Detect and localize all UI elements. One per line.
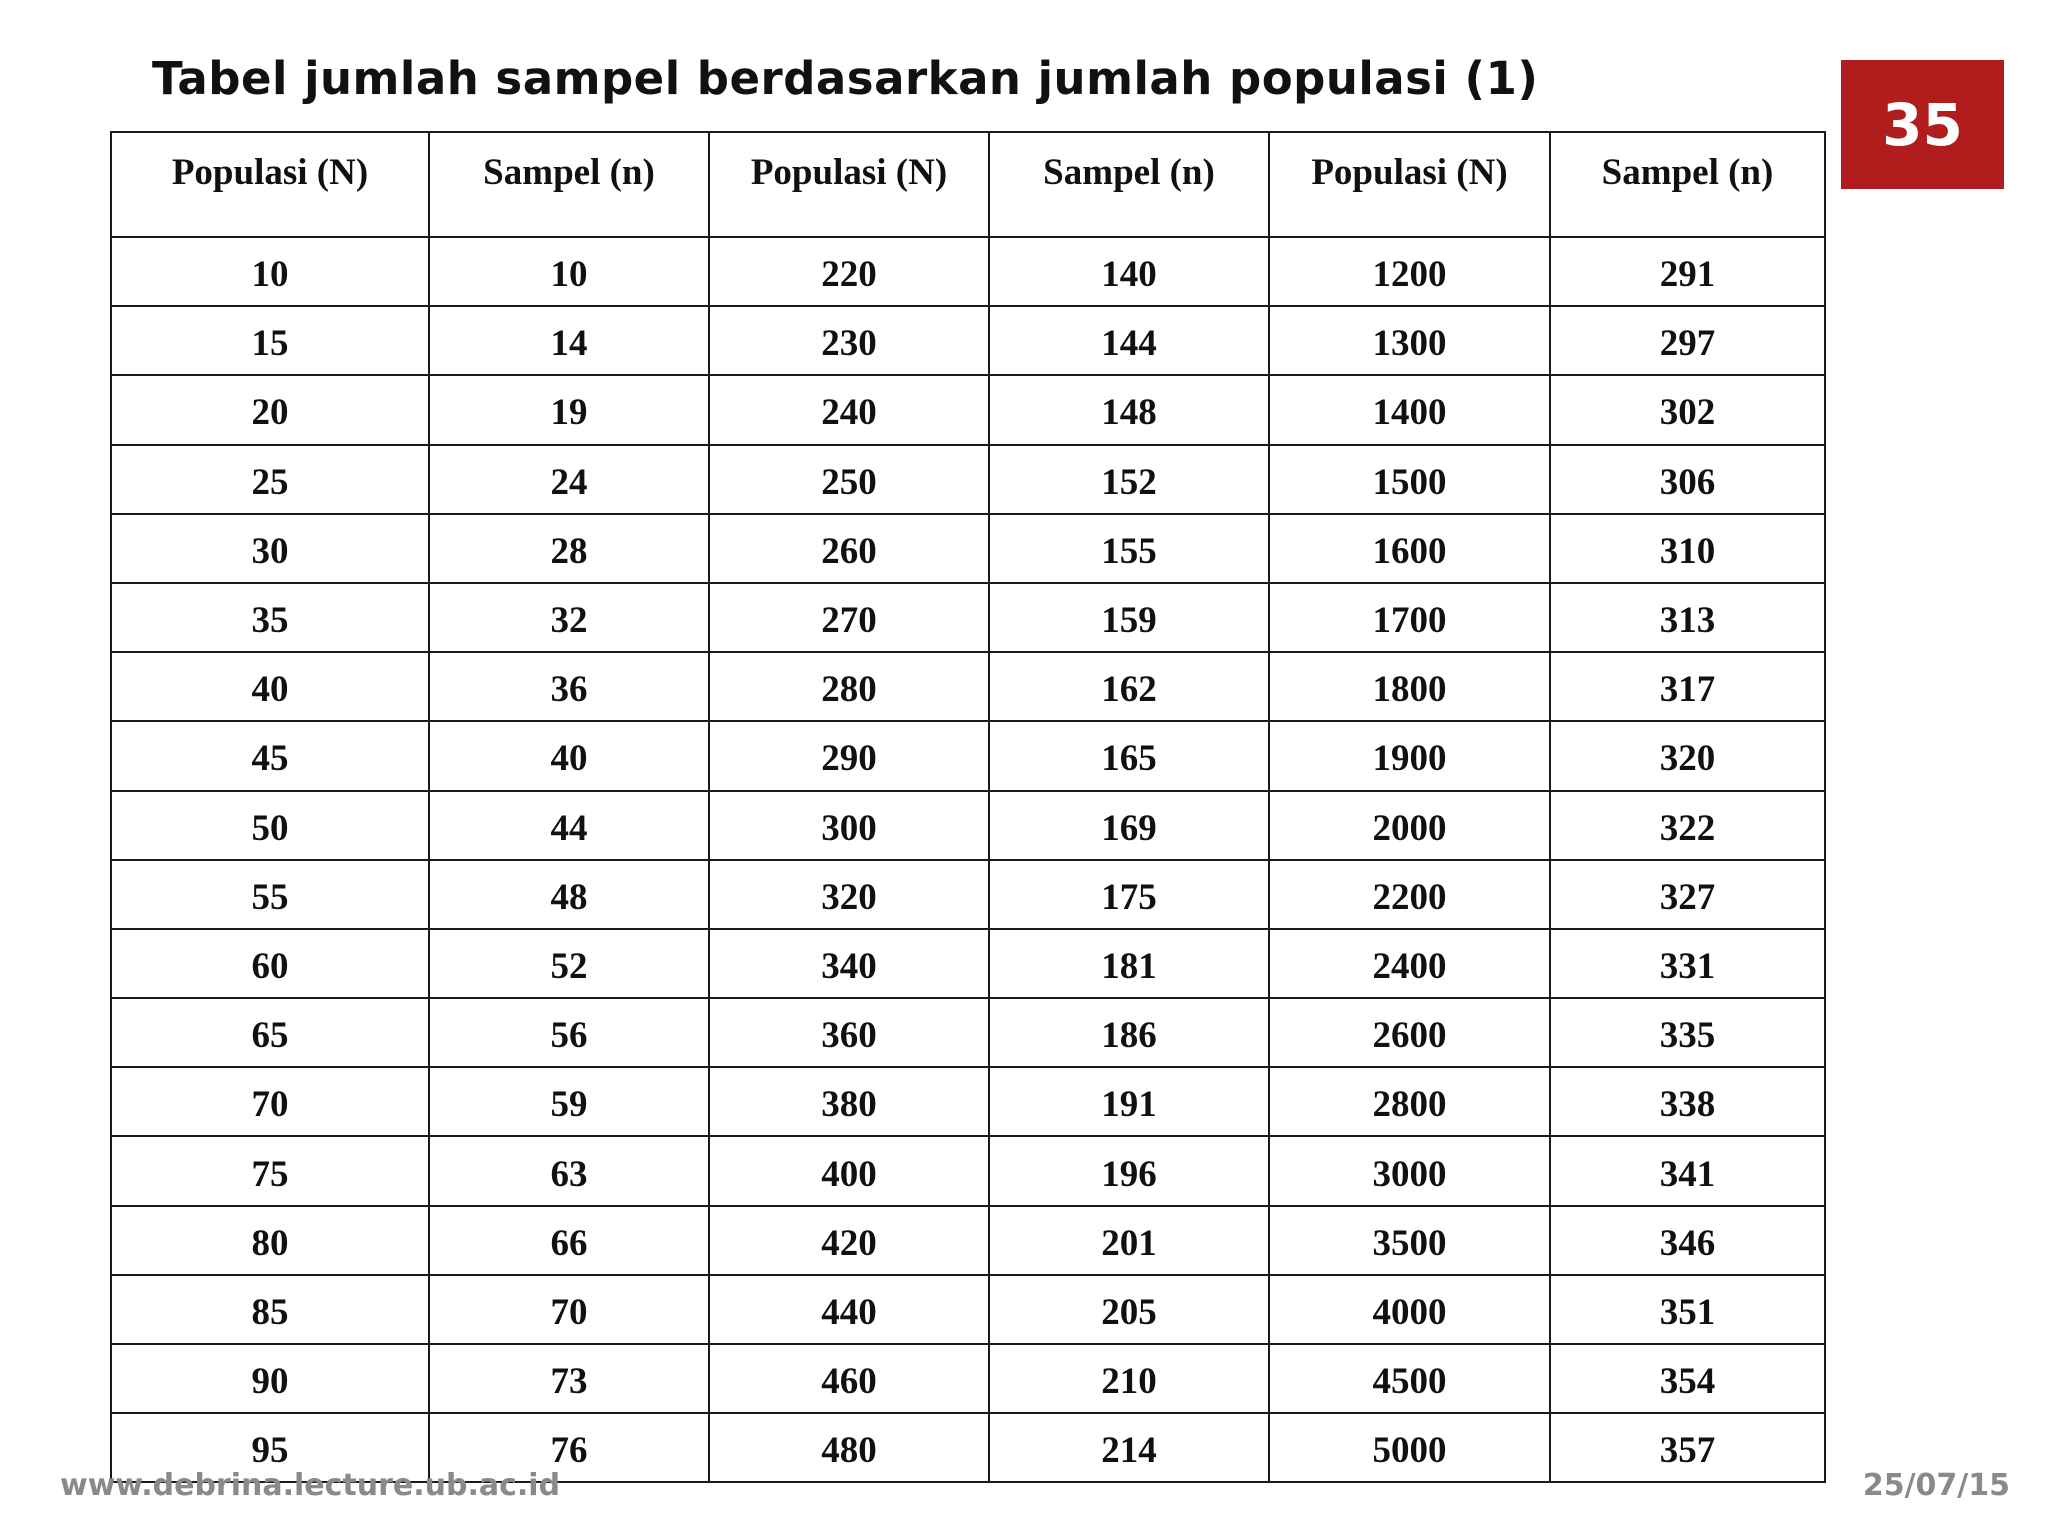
- cell-sampel-3: 297: [1550, 306, 1825, 375]
- cell-sampel-3: 327: [1550, 860, 1825, 929]
- cell-populasi-3: 3500: [1269, 1206, 1550, 1275]
- cell-populasi-2: 240: [709, 375, 989, 444]
- cell-sampel-1: 44: [429, 791, 709, 860]
- cell-sampel-3: 322: [1550, 791, 1825, 860]
- slide-title: Tabel jumlah sampel berdasarkan jumlah populasi (1): [152, 52, 1539, 105]
- table-header: [111, 132, 1825, 237]
- cell-populasi-1: 20: [111, 375, 429, 444]
- table-row: [111, 1344, 1825, 1413]
- cell-sampel-1: 56: [429, 998, 709, 1067]
- cell-sampel-2: 201: [989, 1206, 1269, 1275]
- cell-sampel-3: 341: [1550, 1136, 1825, 1205]
- cell-populasi-2: 320: [709, 860, 989, 929]
- cell-populasi-3: 2400: [1269, 929, 1550, 998]
- cell-sampel-2: 144: [989, 306, 1269, 375]
- cell-populasi-2: 380: [709, 1067, 989, 1136]
- cell-populasi-2: 400: [709, 1136, 989, 1205]
- cell-sampel-3: 306: [1550, 445, 1825, 514]
- cell-sampel-2: 152: [989, 445, 1269, 514]
- cell-sampel-3: 291: [1550, 237, 1825, 306]
- cell-sampel-1: 73: [429, 1344, 709, 1413]
- cell-sampel-2: 140: [989, 237, 1269, 306]
- cell-populasi-1: 25: [111, 445, 429, 514]
- table-row: [111, 1067, 1825, 1136]
- cell-sampel-1: 24: [429, 445, 709, 514]
- cell-populasi-2: 290: [709, 721, 989, 790]
- cell-sampel-3: 313: [1550, 583, 1825, 652]
- table-row: [111, 1275, 1825, 1344]
- header-populasi-2: Populasi (N): [709, 132, 989, 237]
- cell-sampel-1: 19: [429, 375, 709, 444]
- table-row: [111, 791, 1825, 860]
- cell-sampel-2: 159: [989, 583, 1269, 652]
- cell-populasi-3: 2200: [1269, 860, 1550, 929]
- cell-sampel-2: 165: [989, 721, 1269, 790]
- table-row: [111, 306, 1825, 375]
- cell-populasi-1: 70: [111, 1067, 429, 1136]
- table-row: [111, 721, 1825, 790]
- cell-sampel-2: 205: [989, 1275, 1269, 1344]
- cell-populasi-1: 40: [111, 652, 429, 721]
- cell-sampel-2: 162: [989, 652, 1269, 721]
- cell-populasi-2: 250: [709, 445, 989, 514]
- cell-populasi-3: 2800: [1269, 1067, 1550, 1136]
- cell-sampel-2: 181: [989, 929, 1269, 998]
- cell-sampel-3: 302: [1550, 375, 1825, 444]
- cell-sampel-1: 48: [429, 860, 709, 929]
- sample-size-table: [110, 131, 1826, 1483]
- cell-populasi-3: 4000: [1269, 1275, 1550, 1344]
- table-row: [111, 445, 1825, 514]
- table-row: [111, 583, 1825, 652]
- cell-sampel-1: 14: [429, 306, 709, 375]
- cell-populasi-2: 460: [709, 1344, 989, 1413]
- cell-populasi-1: 95: [111, 1413, 429, 1482]
- cell-sampel-2: 210: [989, 1344, 1269, 1413]
- table-body: [111, 237, 1825, 1482]
- table-row: [111, 237, 1825, 306]
- cell-populasi-3: 1500: [1269, 445, 1550, 514]
- cell-sampel-3: 331: [1550, 929, 1825, 998]
- cell-populasi-3: 1600: [1269, 514, 1550, 583]
- cell-sampel-3: 317: [1550, 652, 1825, 721]
- cell-sampel-1: 76: [429, 1413, 709, 1482]
- cell-sampel-3: 335: [1550, 998, 1825, 1067]
- footer-url: www.debrina.lecture.ub.ac.id: [60, 1468, 561, 1503]
- cell-populasi-2: 340: [709, 929, 989, 998]
- cell-sampel-2: 191: [989, 1067, 1269, 1136]
- cell-populasi-1: 75: [111, 1136, 429, 1205]
- cell-sampel-3: 346: [1550, 1206, 1825, 1275]
- cell-sampel-1: 36: [429, 652, 709, 721]
- table-row: [111, 514, 1825, 583]
- cell-sampel-3: 338: [1550, 1067, 1825, 1136]
- cell-sampel-1: 59: [429, 1067, 709, 1136]
- cell-populasi-1: 15: [111, 306, 429, 375]
- table-row: [111, 1136, 1825, 1205]
- cell-populasi-1: 90: [111, 1344, 429, 1413]
- cell-sampel-1: 40: [429, 721, 709, 790]
- cell-populasi-2: 270: [709, 583, 989, 652]
- cell-populasi-1: 55: [111, 860, 429, 929]
- cell-sampel-2: 155: [989, 514, 1269, 583]
- cell-sampel-2: 175: [989, 860, 1269, 929]
- header-sampel-1: Sampel (n): [429, 132, 709, 237]
- header-sampel-2: Sampel (n): [989, 132, 1269, 237]
- cell-populasi-2: 480: [709, 1413, 989, 1482]
- cell-populasi-1: 50: [111, 791, 429, 860]
- cell-populasi-1: 35: [111, 583, 429, 652]
- cell-populasi-3: 3000: [1269, 1136, 1550, 1205]
- table-row: [111, 998, 1825, 1067]
- cell-populasi-3: 1700: [1269, 583, 1550, 652]
- cell-populasi-2: 300: [709, 791, 989, 860]
- cell-sampel-3: 357: [1550, 1413, 1825, 1482]
- header-row: [111, 132, 1825, 237]
- cell-populasi-3: 4500: [1269, 1344, 1550, 1413]
- cell-sampel-3: 351: [1550, 1275, 1825, 1344]
- cell-populasi-2: 440: [709, 1275, 989, 1344]
- cell-sampel-1: 63: [429, 1136, 709, 1205]
- cell-populasi-2: 280: [709, 652, 989, 721]
- cell-populasi-3: 2000: [1269, 791, 1550, 860]
- header-sampel-3: Sampel (n): [1550, 132, 1825, 237]
- table-row: [111, 375, 1825, 444]
- cell-populasi-1: 30: [111, 514, 429, 583]
- cell-sampel-2: 148: [989, 375, 1269, 444]
- cell-populasi-1: 65: [111, 998, 429, 1067]
- cell-sampel-1: 66: [429, 1206, 709, 1275]
- header-populasi-3: Populasi (N): [1269, 132, 1550, 237]
- table-row: [111, 1206, 1825, 1275]
- cell-sampel-2: 214: [989, 1413, 1269, 1482]
- page-number-badge: 35: [1841, 60, 2004, 189]
- cell-populasi-3: 1800: [1269, 652, 1550, 721]
- cell-sampel-1: 28: [429, 514, 709, 583]
- cell-sampel-3: 320: [1550, 721, 1825, 790]
- cell-sampel-1: 52: [429, 929, 709, 998]
- cell-populasi-1: 80: [111, 1206, 429, 1275]
- cell-populasi-2: 360: [709, 998, 989, 1067]
- cell-sampel-2: 196: [989, 1136, 1269, 1205]
- cell-populasi-2: 220: [709, 237, 989, 306]
- cell-populasi-3: 1300: [1269, 306, 1550, 375]
- cell-sampel-3: 354: [1550, 1344, 1825, 1413]
- cell-sampel-2: 169: [989, 791, 1269, 860]
- cell-sampel-2: 186: [989, 998, 1269, 1067]
- cell-sampel-1: 10: [429, 237, 709, 306]
- cell-populasi-1: 45: [111, 721, 429, 790]
- cell-populasi-3: 1400: [1269, 375, 1550, 444]
- cell-populasi-3: 2600: [1269, 998, 1550, 1067]
- table-row: [111, 929, 1825, 998]
- header-populasi-1: Populasi (N): [111, 132, 429, 237]
- table-row: [111, 860, 1825, 929]
- cell-populasi-2: 230: [709, 306, 989, 375]
- cell-populasi-1: 85: [111, 1275, 429, 1344]
- cell-populasi-2: 420: [709, 1206, 989, 1275]
- cell-sampel-1: 32: [429, 583, 709, 652]
- table-row: [111, 652, 1825, 721]
- cell-sampel-1: 70: [429, 1275, 709, 1344]
- cell-sampel-3: 310: [1550, 514, 1825, 583]
- cell-populasi-2: 260: [709, 514, 989, 583]
- cell-populasi-3: 1900: [1269, 721, 1550, 790]
- cell-populasi-1: 10: [111, 237, 429, 306]
- cell-populasi-3: 5000: [1269, 1413, 1550, 1482]
- cell-populasi-1: 60: [111, 929, 429, 998]
- footer-date: 25/07/15: [1862, 1468, 2010, 1503]
- cell-populasi-3: 1200: [1269, 237, 1550, 306]
